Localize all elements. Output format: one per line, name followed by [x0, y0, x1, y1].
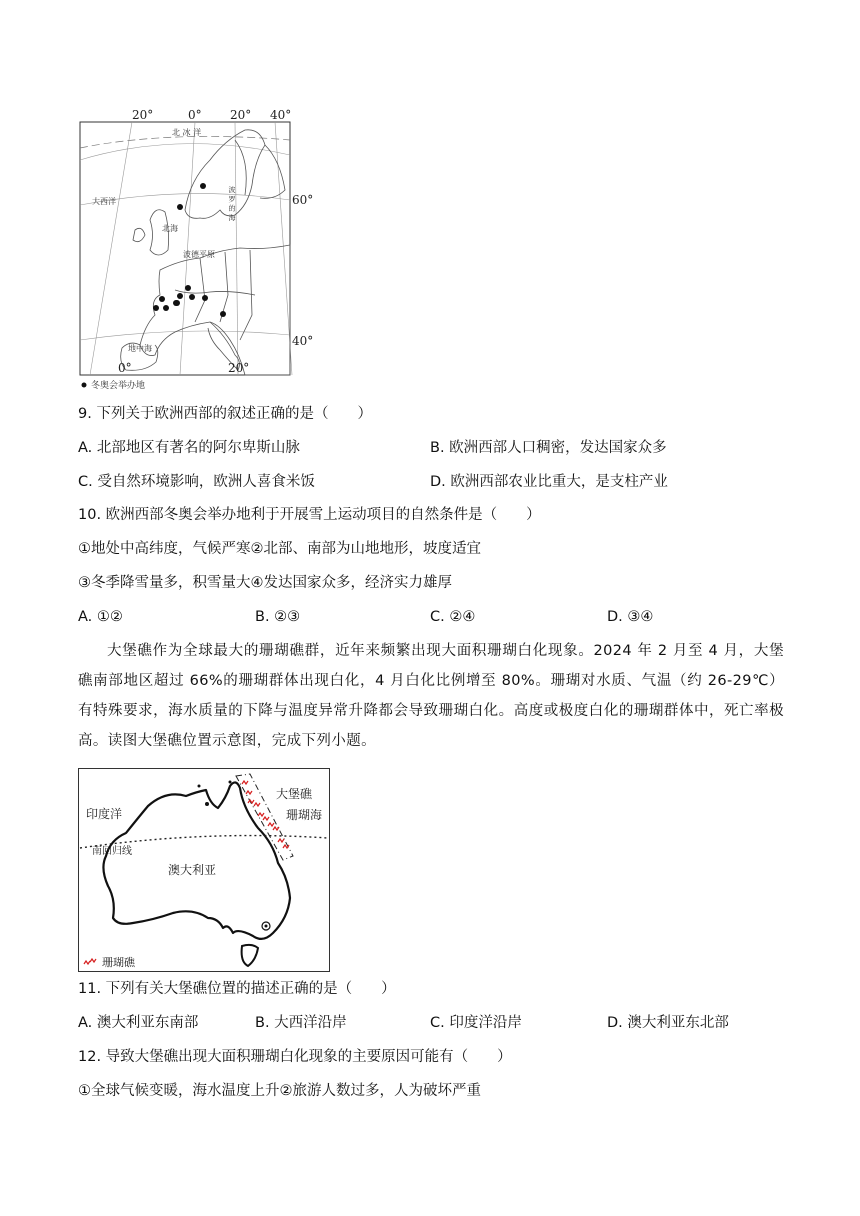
- label-tropic: 南回归线: [92, 846, 132, 857]
- deg-right-60: 60°: [292, 193, 314, 207]
- q10-line1: ①地处中高纬度，气候严寒②北部、南部为山地地形，坡度适宜: [78, 541, 481, 557]
- australia-map-figure: [78, 768, 330, 972]
- label-baltic: 波 罗 的 海: [228, 186, 236, 221]
- q10-option-b: B. ②③: [255, 609, 301, 625]
- q12-stem: 12. 导致大堡礁出现大面积珊瑚白化现象的主要原因可能有（ ）: [78, 1049, 512, 1065]
- label-gbr: 大堡礁: [276, 787, 313, 801]
- deg-bottom-0: 0°: [118, 361, 132, 375]
- deg-bottom-20: 20°: [228, 361, 250, 375]
- label-indian-ocean: 印度洋: [86, 807, 123, 821]
- label-coral-sea: 珊瑚海: [286, 808, 323, 822]
- gbr-passage: 大堡礁作为全球最大的珊瑚礁群，近年来频繁出现大面积珊瑚白化现象。2024 年 2 月至 4 月，大堡礁南部地区超过 66%的珊瑚群体出现白化，4 月白化比例增至 80%。珊瑚对水质、气温（约 26-29℃）有特殊要求，海水质量的下降与温度异常升降都会导致珊瑚白化。高度或极度白化的珊瑚群体中，死亡率极高。读图大堡礁位置示意图，完成下列小题。: [78, 643, 784, 749]
- q10-stem: 10. 欧洲西部冬奥会举办地利于开展雪上运动项目的自然条件是（ ）: [78, 507, 541, 523]
- deg-right-40: 40°: [292, 334, 314, 348]
- legend-reef: 珊瑚礁: [102, 956, 135, 969]
- label-poland-plain: 波德平原: [183, 250, 215, 259]
- label-australia: 澳大利亚: [168, 863, 217, 877]
- q9-option-a: A. 北部地区有著名的阿尔卑斯山脉: [78, 440, 300, 456]
- q11-option-d: D. 澳大利亚东北部: [607, 1015, 729, 1031]
- q10-option-d: D. ③④: [607, 609, 654, 625]
- label-arctic-ocean: 北 冰 洋: [172, 128, 202, 137]
- legend-dot: [82, 383, 87, 388]
- q9-option-c: C. 受自然环境影响，欧洲人喜食米饭: [78, 474, 315, 490]
- q10-line2: ③冬季降雪量多，积雪量大④发达国家众多，经济实力雄厚: [78, 575, 452, 591]
- australia-map: [78, 768, 330, 972]
- deg-top-0: 0°: [188, 108, 202, 122]
- q9-option-b: B. 欧洲西部人口稠密，发达国家众多: [430, 440, 667, 456]
- q12-line1: ①全球气候变暖，海水温度上升②旅游人数过多，人为破坏严重: [78, 1083, 481, 1099]
- deg-top-20e: 20°: [230, 108, 252, 122]
- label-mediterranean: 地中海: [128, 344, 152, 353]
- q9-stem: 9. 下列关于欧洲西部的叙述正确的是（ ）: [78, 406, 372, 422]
- deg-top-20w: 20°: [132, 108, 154, 122]
- q9-option-d: D. 欧洲西部农业比重大，是支柱产业: [430, 474, 668, 490]
- europe-map: [60, 100, 320, 400]
- q11-stem: 11. 下列有关大堡礁位置的描述正确的是（ ）: [78, 981, 396, 997]
- q10-option-c: C. ②④: [430, 609, 476, 625]
- label-atlantic: 大西洋: [92, 197, 116, 206]
- europe-map-figure: [60, 100, 320, 400]
- legend-host: 冬奥会举办地: [91, 381, 146, 391]
- q10-option-a: A. ①②: [78, 609, 123, 625]
- q11-option-a: A. 澳大利亚东南部: [78, 1015, 199, 1031]
- label-north-sea: 北海: [162, 224, 178, 233]
- deg-top-40e: 40°: [270, 108, 292, 122]
- q11-option-c: C. 印度洋沿岸: [430, 1015, 522, 1031]
- q11-option-b: B. 大西洋沿岸: [255, 1015, 347, 1031]
